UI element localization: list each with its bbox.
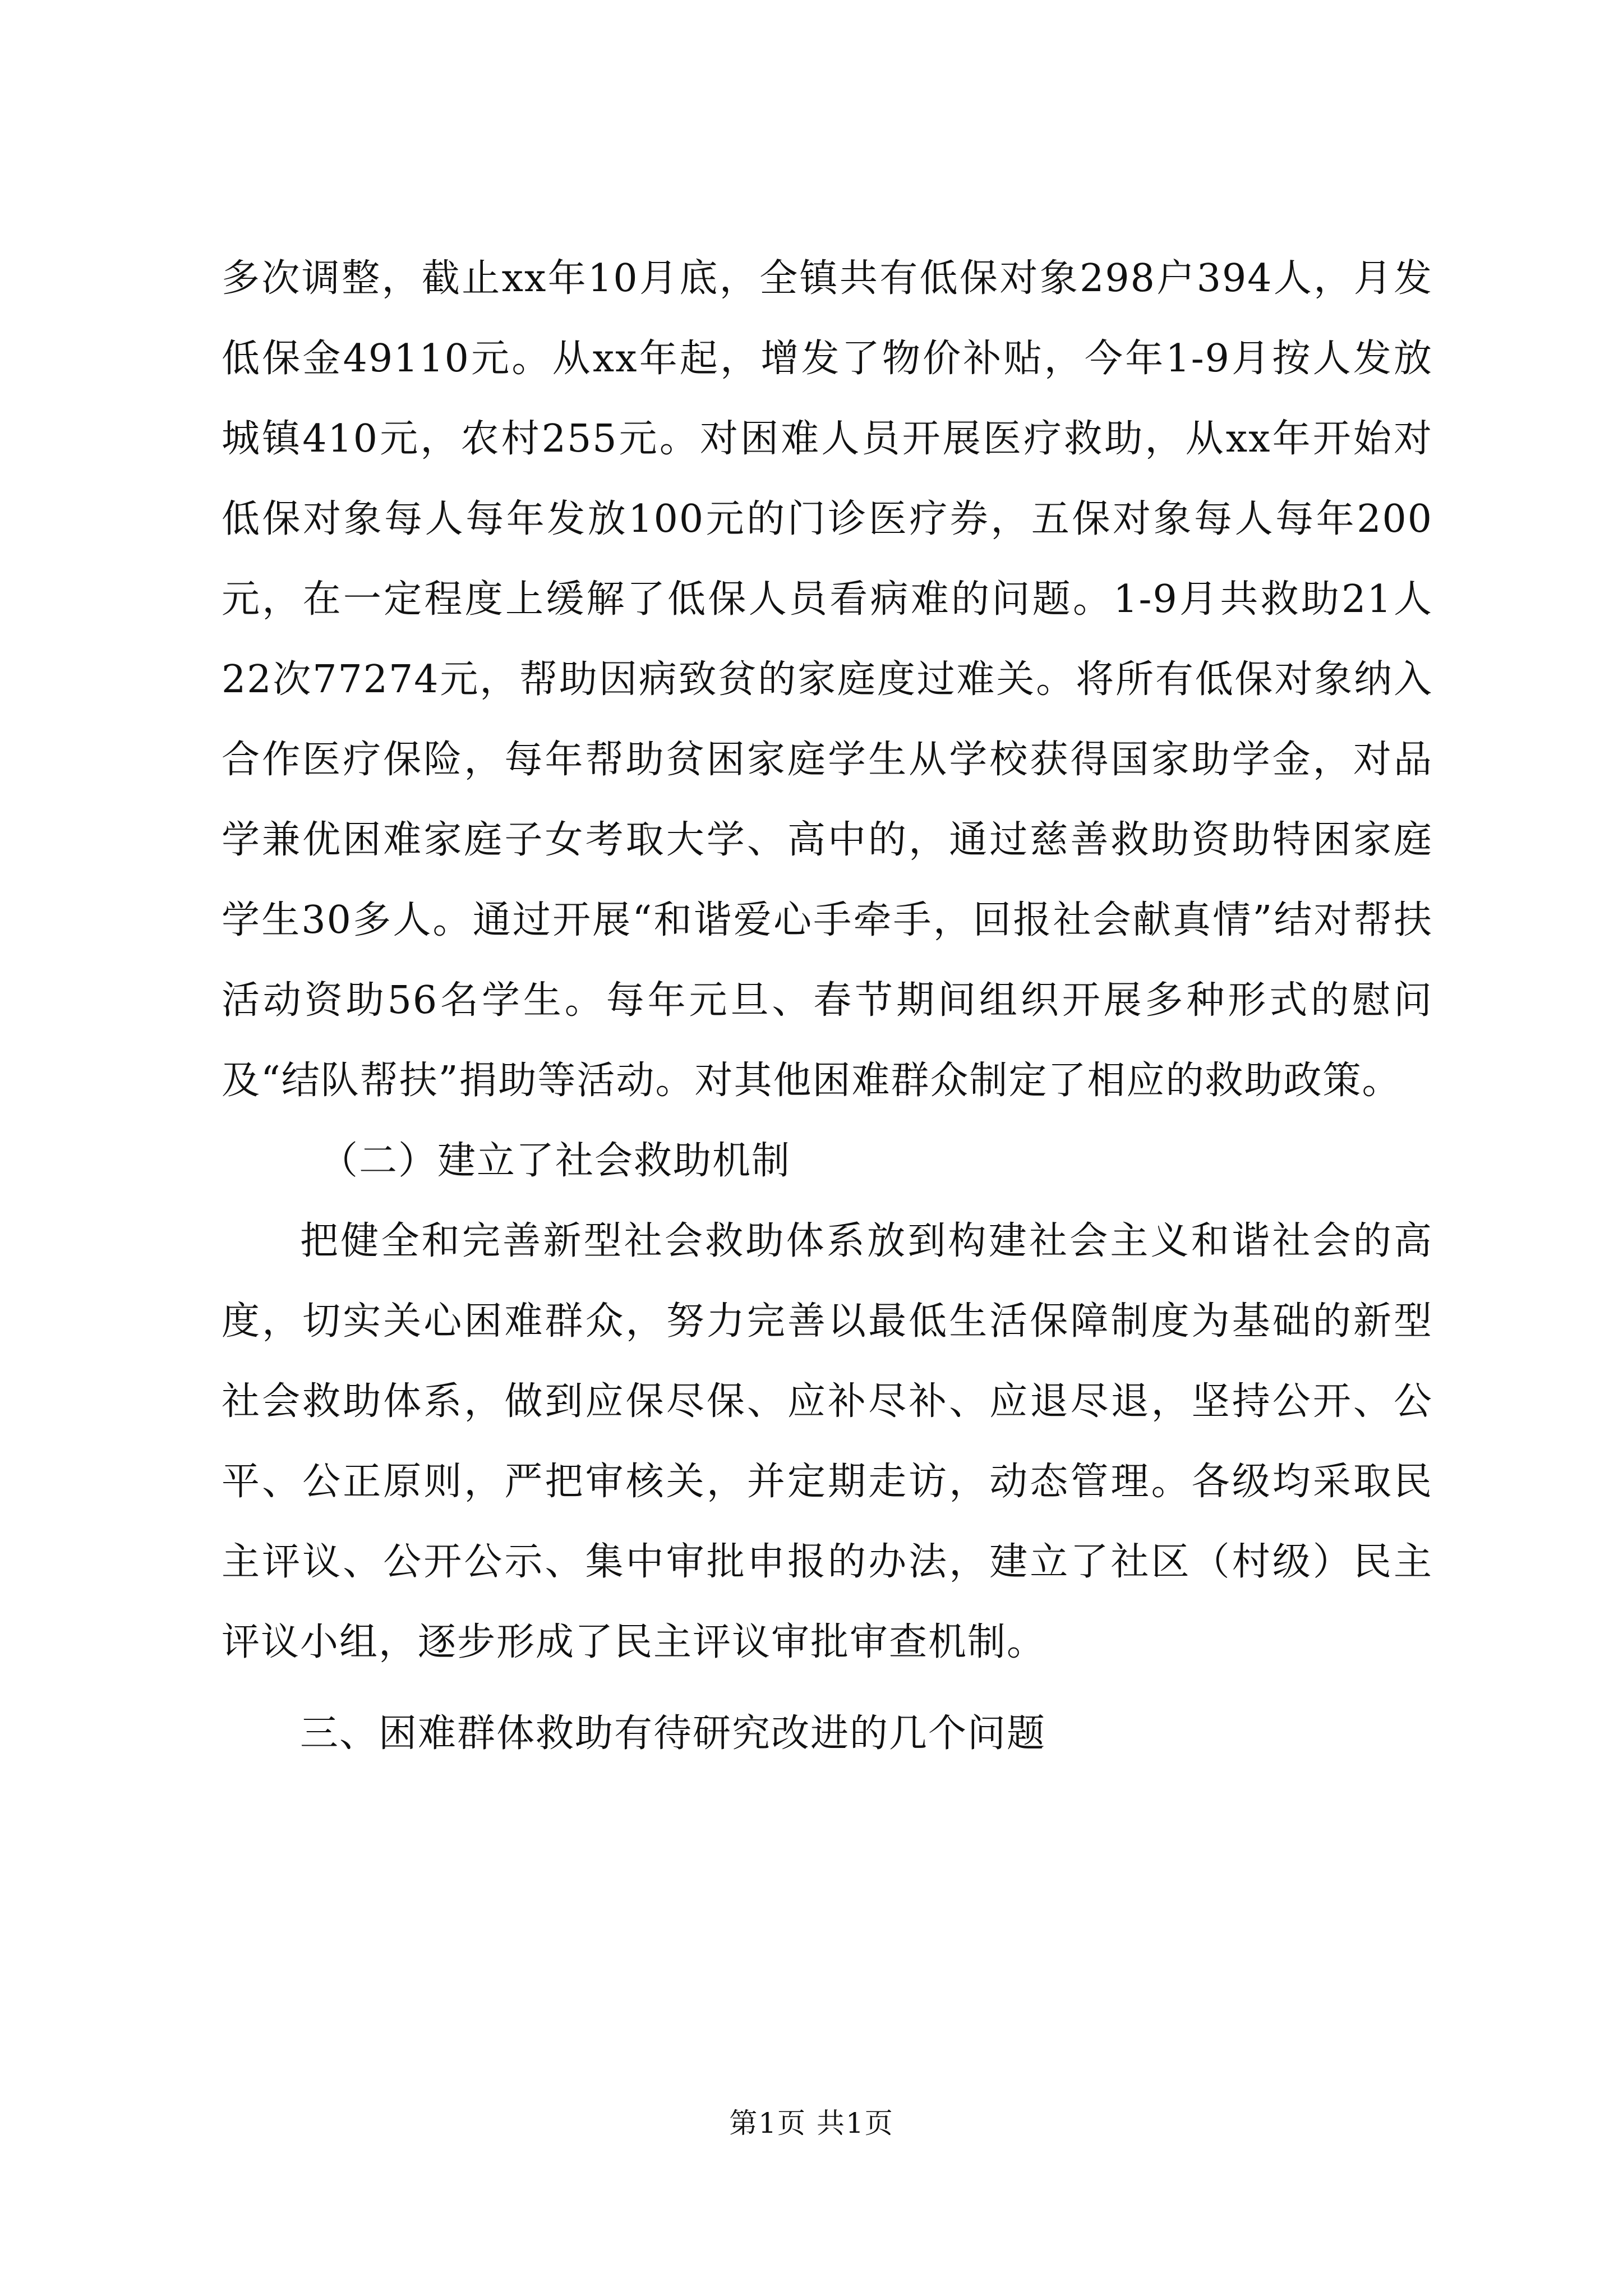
paragraph-assistance-system: 把健全和完善新型社会救助体系放到构建社会主义和谐社会的高度，切实关心困难群众，努力完善以最低生活保障制度为基础的新型社会救助体系，做到应保尽保、应补尽补、应退尽退，坚持公开、公平、公正原则，严把审核关，并定期走访，动态管理。各级均采取民主评议、公开公示、集中审批申报的办法，建立了社区（村级）民主评议小组，逐步形成了民主评议审批审查机制。 — [222, 1219, 1433, 1664]
paragraph-continuation: 多次调整，截止xx年10月底，全镇共有低保对象298户394人，月发低保金49110元。从xx年起，增发了物价补贴，今年1-9月按人发放城镇410元，农村255元。对困难人员开展医疗救助，从xx年开始对低保对象每人每年发放100元的门诊医疗券，五保对象每人每年200元，在一定程度上缓解了低保人员看病难的问题。1-9月共救助21人22次77274元，帮助因病致贫的家庭度过难关。将所有低保对象纳入合作医疗保险，每年帮助贫困家庭学生从学校获得国家助学金，对品学兼优困难家庭子女考取大学、高中的，通过慈善救助资助特困家庭学生30多人。通过开展“和谐爱心手牵手，回报社会献真情”结对帮扶活动资助56名学生。每年元旦、春节期间组织开展多种形式的慰问及“结队帮扶”捐助等活动。对其他困难群众制定了相应的救助政策。 — [222, 256, 1433, 1103]
page-number-footer: 第1页 共1页 — [729, 2107, 894, 2139]
subheading-social-assistance-mechanism: （二）建立了社会救助机制 — [320, 1139, 791, 1183]
document-body — [222, 238, 1433, 1774]
section-heading-problems: 三、困难群体救助有待研究改进的几个问题 — [300, 1711, 1046, 1756]
